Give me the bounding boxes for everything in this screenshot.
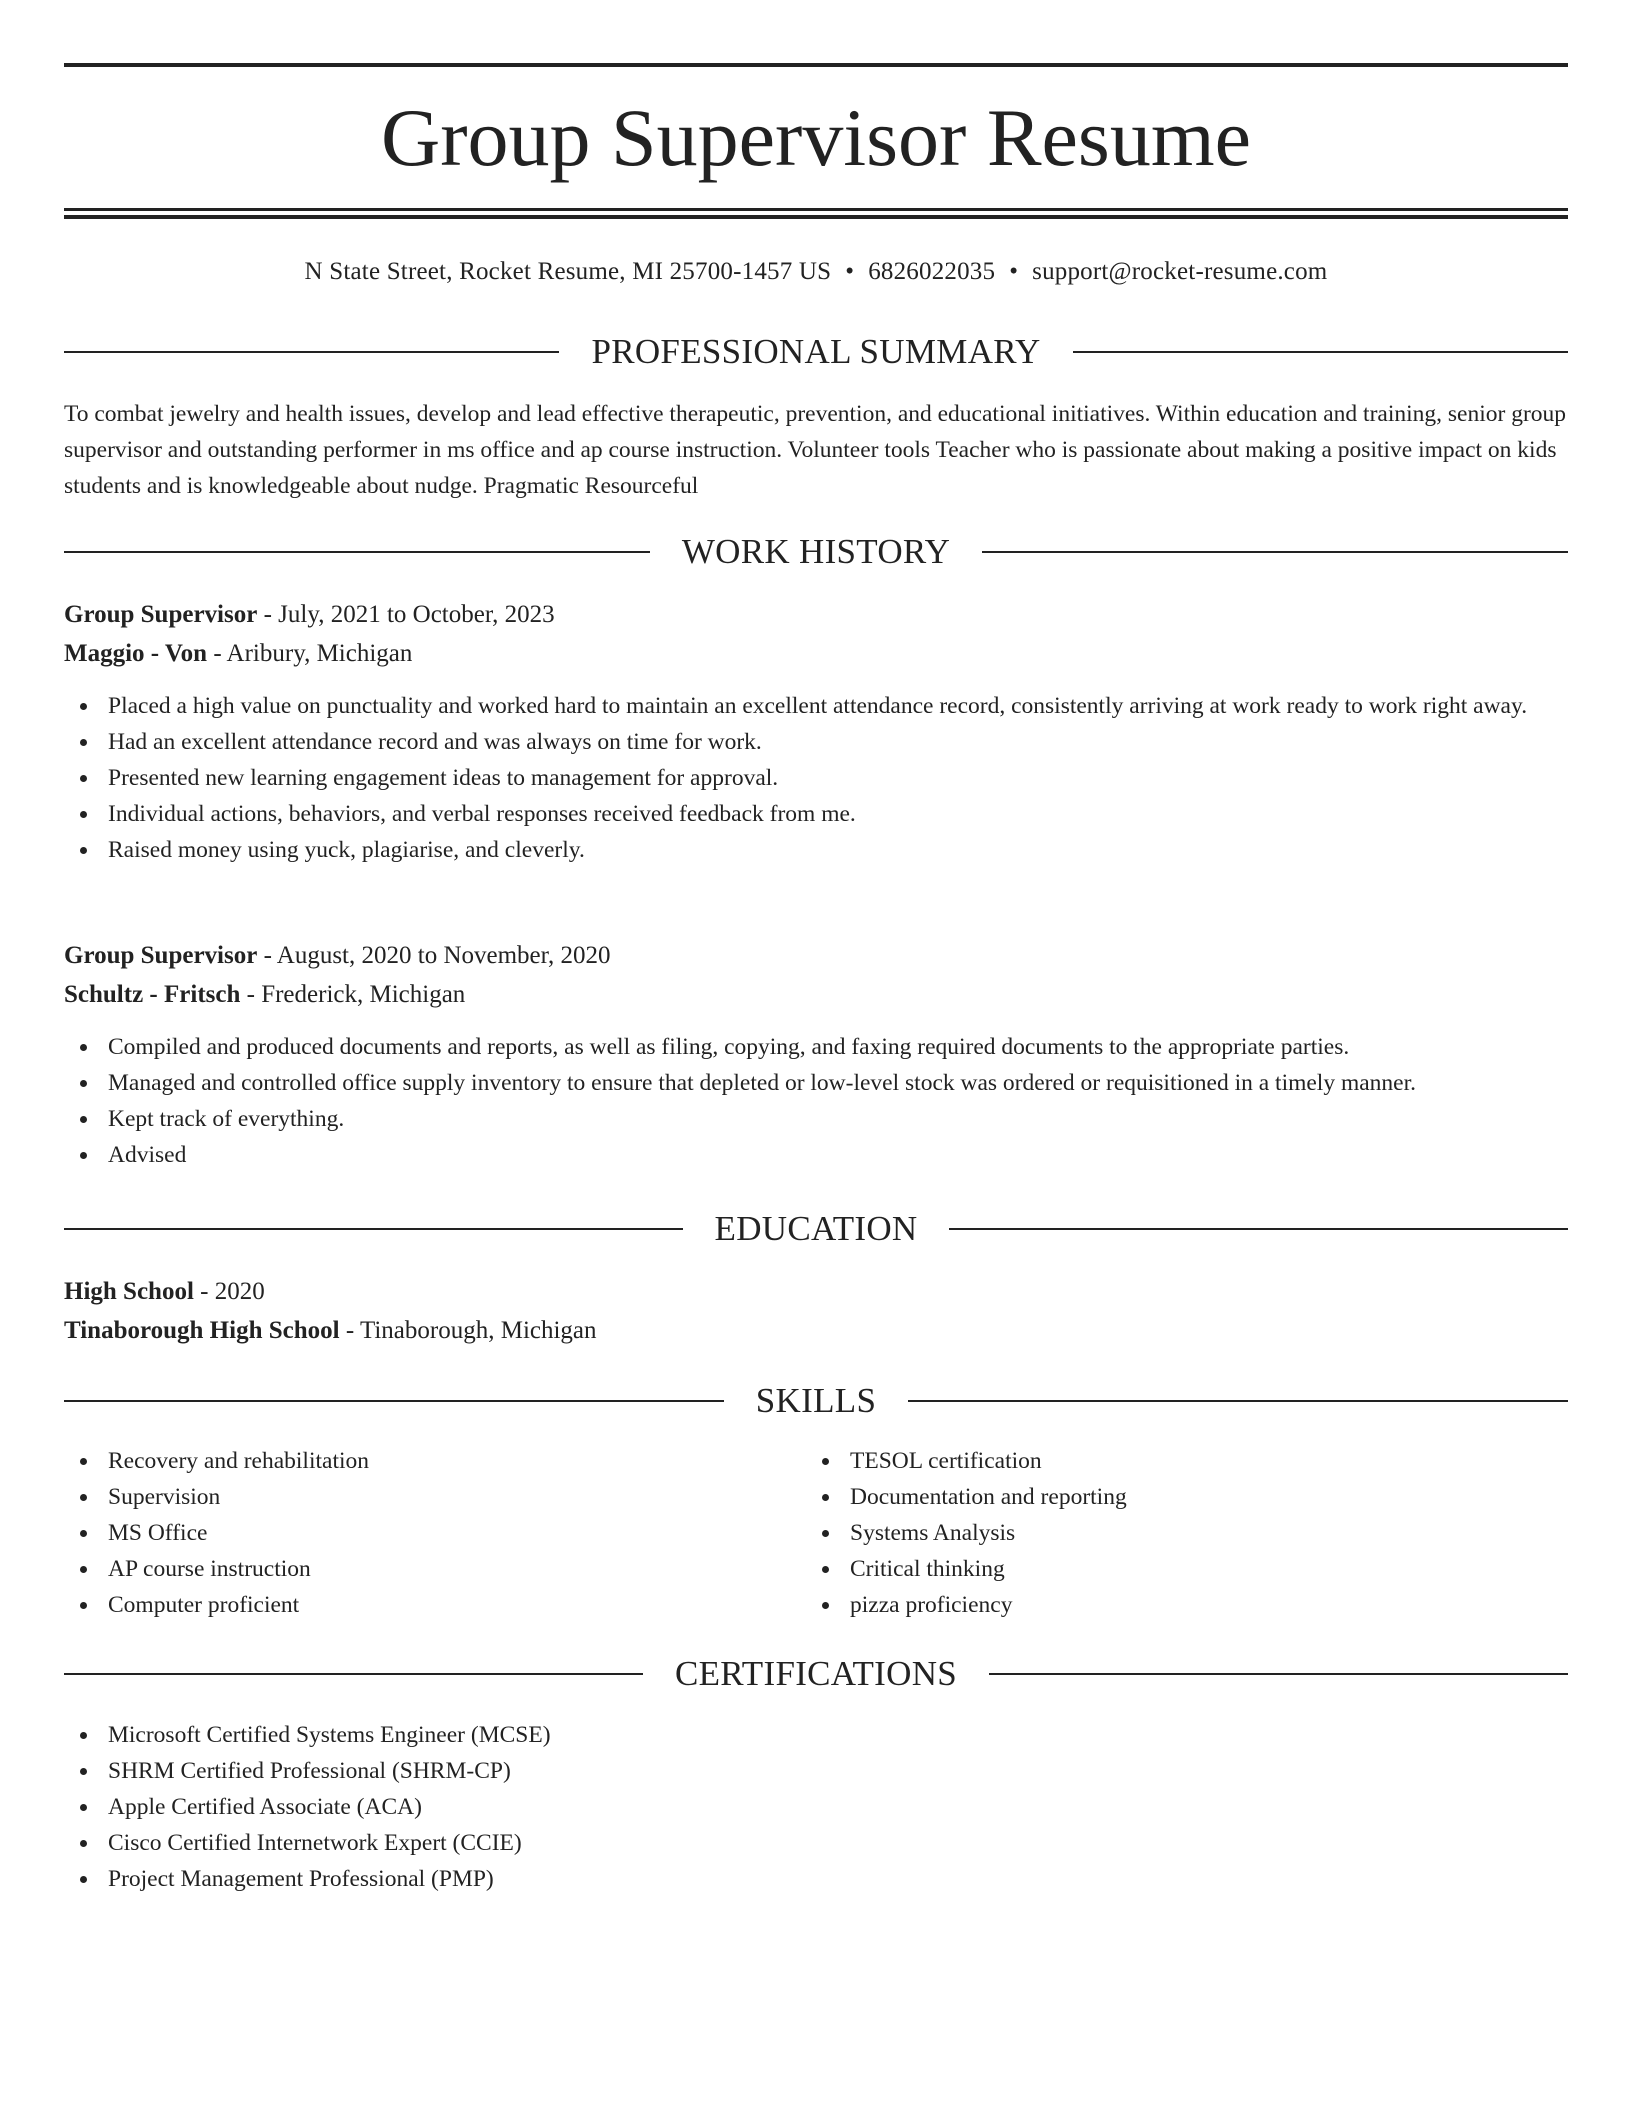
job-bullets xyxy=(64,688,1568,868)
skill-item: Computer proficient xyxy=(64,1587,806,1623)
job-bullets xyxy=(64,1029,1568,1173)
job-title-line xyxy=(64,597,1568,633)
skill-item: AP course instruction xyxy=(64,1551,806,1587)
job-bullet: Advised xyxy=(64,1137,1568,1173)
education-degree: High School xyxy=(64,1278,194,1305)
job-location: - Frederick, Michigan xyxy=(240,981,466,1008)
section-header-education xyxy=(64,1207,1568,1251)
education-year: - 2020 xyxy=(193,1278,265,1305)
section-rule xyxy=(982,551,1568,553)
contact-separator: • xyxy=(1009,258,1019,285)
skill-item: TESOL certification xyxy=(806,1443,1568,1479)
contact-separator: • xyxy=(845,258,855,285)
section-rule xyxy=(1073,351,1568,353)
contact-address: N State Street, Rocket Resume, MI 25700-1457 US xyxy=(304,258,832,285)
skill-item: pizza proficiency xyxy=(806,1587,1568,1623)
job-bullet: Kept track of everything. xyxy=(64,1101,1568,1137)
section-header-work xyxy=(64,530,1568,574)
job-company-line xyxy=(64,636,1568,672)
job-company: Schultz - Fritsch xyxy=(64,981,241,1008)
job-bullet: Compiled and produced documents and reports, as well as filing, copying, and faxing required documents to the appropriate parties. xyxy=(64,1029,1568,1065)
education-location: - Tinaborough, Michigan xyxy=(339,1317,597,1344)
skill-item: Supervision xyxy=(64,1479,806,1515)
section-header-skills xyxy=(64,1379,1568,1423)
section-rule xyxy=(989,1673,1568,1675)
skill-item: Systems Analysis xyxy=(806,1515,1568,1551)
job-location: - Aribury, Michigan xyxy=(207,640,413,667)
section-rule xyxy=(64,1228,683,1230)
certification-item: Cisco Certified Internetwork Expert (CCIE) xyxy=(64,1825,1568,1861)
section-header-certifications xyxy=(64,1652,1568,1696)
job-bullet: Presented new learning engagement ideas to management for approval. xyxy=(64,760,1568,796)
skills-list-right xyxy=(806,1443,1568,1623)
job-company-line xyxy=(64,977,1568,1013)
job-bullet: Raised money using yuck, plagiarise, and cleverly. xyxy=(64,832,1568,868)
education-degree-line xyxy=(64,1274,1568,1310)
resume-title: Group Supervisor Resume xyxy=(380,92,1251,183)
section-title: SKILLS xyxy=(755,1381,877,1420)
title-rule-upper xyxy=(64,208,1568,211)
job-bullet: Had an excellent attendance record and was always on time for work. xyxy=(64,724,1568,760)
section-rule xyxy=(949,1228,1568,1230)
skill-item: Recovery and rehabilitation xyxy=(64,1443,806,1479)
section-title: CERTIFICATIONS xyxy=(674,1654,958,1693)
certification-item: Project Management Professional (PMP) xyxy=(64,1861,1568,1897)
contact-phone: 6826022035 xyxy=(868,258,996,285)
certification-item: Microsoft Certified Systems Engineer (MCSE) xyxy=(64,1717,1568,1753)
contact-line xyxy=(64,254,1568,290)
job-company: Maggio - Von xyxy=(64,640,208,667)
certifications-list xyxy=(64,1717,1568,1897)
summary-text: To combat jewelry and health issues, develop and lead effective therapeutic, prevention, and educational initiatives. Within education and training, senior group supervisor and outstanding performer in ms office and ap course instruction. Volunteer tools Teacher who is passionate about making a positive impact on kids students and is knowledgeable about nudge. Pragmatic Resourceful xyxy=(64,401,1567,499)
job-bullet: Managed and controlled office supply inventory to ensure that depleted or low-level stock was ordered or requisitioned in a timely manner. xyxy=(64,1065,1568,1101)
section-rule xyxy=(64,551,650,553)
section-rule xyxy=(64,351,559,353)
section-rule xyxy=(64,1673,643,1675)
job-role: Group Supervisor xyxy=(64,601,258,628)
skills-list-left xyxy=(64,1443,806,1623)
section-rule xyxy=(64,1400,724,1402)
skill-item: MS Office xyxy=(64,1515,806,1551)
section-header-summary xyxy=(64,330,1568,374)
job-bullet: Individual actions, behaviors, and verbal responses received feedback from me. xyxy=(64,796,1568,832)
job-dates: - August, 2020 to November, 2020 xyxy=(257,942,611,969)
section-rule xyxy=(908,1400,1568,1402)
education-school: Tinaborough High School xyxy=(64,1317,340,1344)
contact-email: support@rocket-resume.com xyxy=(1032,258,1328,285)
skill-item: Critical thinking xyxy=(806,1551,1568,1587)
top-rule xyxy=(64,63,1568,67)
title-rule-lower xyxy=(64,215,1568,219)
job-title-line xyxy=(64,938,1568,974)
certification-item: Apple Certified Associate (ACA) xyxy=(64,1789,1568,1825)
certification-item: SHRM Certified Professional (SHRM-CP) xyxy=(64,1753,1568,1789)
skill-item: Documentation and reporting xyxy=(806,1479,1568,1515)
job-role: Group Supervisor xyxy=(64,942,258,969)
education-school-line xyxy=(64,1313,1568,1349)
section-title: EDUCATION xyxy=(714,1209,918,1248)
job-bullet: Placed a high value on punctuality and worked hard to maintain an excellent attendance record, consistently arriving at work ready to work right away. xyxy=(64,688,1568,724)
job-dates: - July, 2021 to October, 2023 xyxy=(257,601,555,628)
section-title: WORK HISTORY xyxy=(681,532,951,571)
section-title: PROFESSIONAL SUMMARY xyxy=(591,332,1041,371)
